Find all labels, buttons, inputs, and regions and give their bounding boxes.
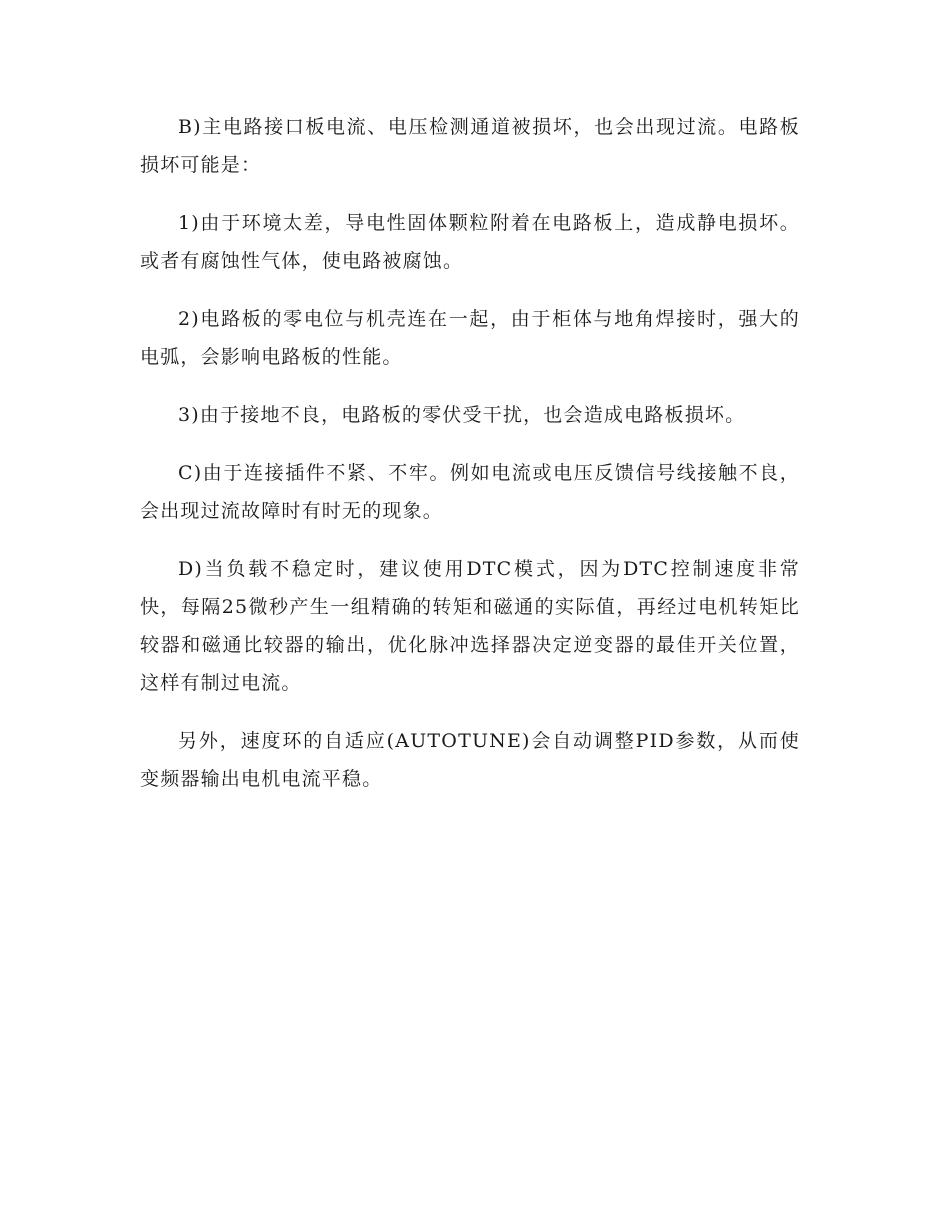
document-body [140,108,800,818]
paragraph-b-current-detection: B)主电路接口板电流、电压检测通道被损坏，也会出现过流。电路板损坏可能是： [140,116,800,176]
paragraph-2-zero-potential: 2)电路板的零电位与机壳连在一起，由于柜体与地角焊接时，强大的电弧，会影响电路板的性能。 [140,308,800,368]
paragraph-autotune: 另外，速度环的自适应(AUTOTUNE)会自动调整PID参数，从而使变频器输出电机电流平稳。 [140,730,800,790]
paragraph-3-grounding: 3)由于接地不良，电路板的零伏受干扰，也会造成电路板损坏。 [178,404,746,426]
paragraph-1-environment: 1)由于环境太差，导电性固体颗粒附着在电路板上，造成静电损坏。或者有腐蚀性气体，使电路被腐蚀。 [140,212,800,272]
paragraph-d-dtc-mode: D)当负载不稳定时，建议使用DTC模式，因为DTC控制速度非常快，每隔25微秒产生一组精确的转矩和磁通的实际值，再经过电机转矩比较器和磁通比较器的输出，优化脉冲选择器决定逆变器的最佳开关位置，这样有制过电流。 [140,558,800,694]
paragraph-c-connectors: C)由于连接插件不紧、不牢。例如电流或电压反馈信号线接触不良，会出现过流故障时有时无的现象。 [140,462,800,522]
